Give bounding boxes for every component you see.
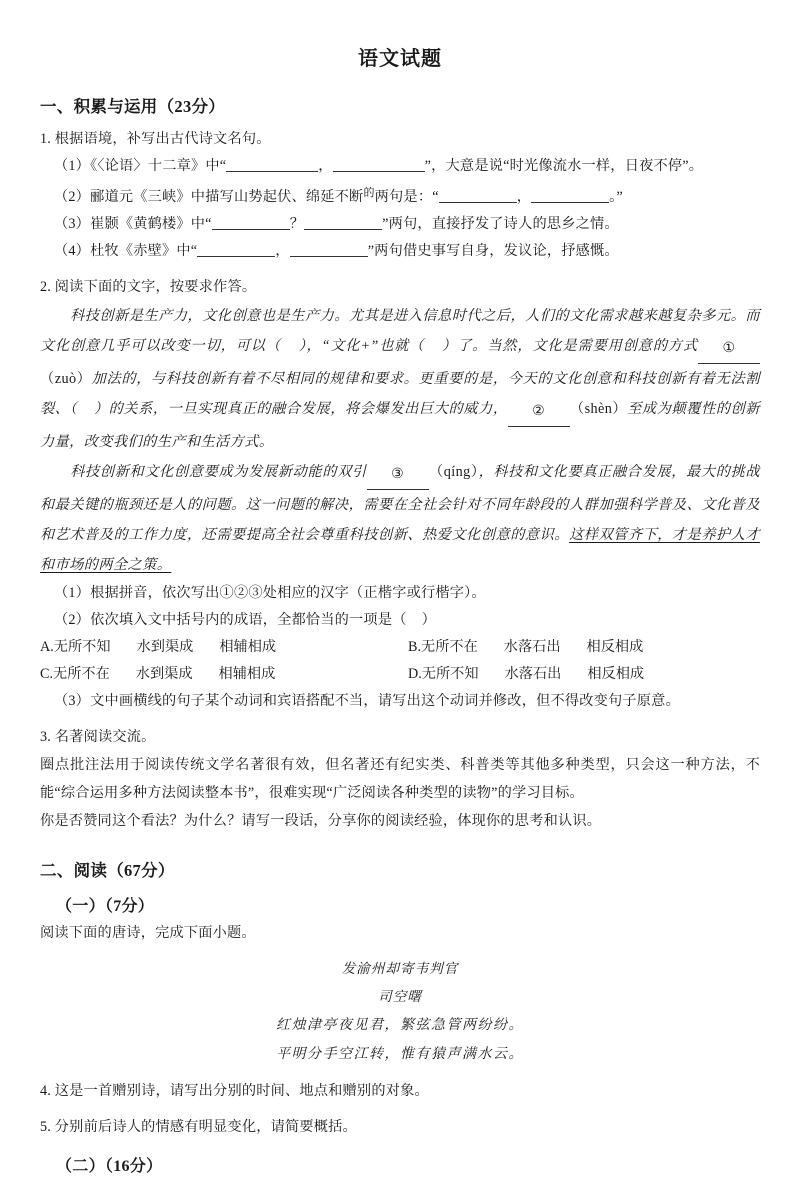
option-label: B. (408, 639, 422, 655)
question-1-item-4 (40, 238, 760, 265)
answer-blank[interactable] (439, 187, 517, 203)
passage-text-a: 科技创新是生产力，文化创意也是生产力。尤其是进入信息时代之后，人们的文化需求越来越复杂多元。而文化创意几乎可以改变一切，可以（ (40, 308, 760, 354)
question-3-paragraph: 圈点批注法用于阅读传统文学名著很有效，但名著还有纪实类、科普类等其他多种类型，只会这一种方法，不能“综合运用多种方法阅读整本书”，很难实现“广泛阅读各种类型的读物”的学习目标。 (40, 757, 760, 801)
question-1-item-2 (40, 180, 760, 211)
question-2-sub-3: （3）文中画横线的句子某个动词和宾语搭配不当，请写出这个动词并修改，但不得改变句子原意。 (54, 693, 680, 709)
question-4-stem: 4. 这是一首赠别诗，请写出分别的时间、地点和赠别的对象。 (40, 1083, 429, 1099)
answer-blank[interactable] (197, 241, 275, 257)
item-text-after: 。” (609, 189, 623, 205)
option-d[interactable] (408, 661, 644, 688)
option-word-2: 水到渠成 (136, 639, 194, 655)
cloze-bracket[interactable] (281, 338, 299, 354)
answer-blank[interactable] (333, 156, 425, 172)
item-label: （4） (54, 243, 91, 259)
option-word-3: 相反相成 (586, 639, 644, 655)
option-b[interactable] (408, 634, 643, 661)
pinyin-hint-2: （shèn） (569, 401, 628, 417)
pinyin-hint-3: （qíng） (428, 464, 479, 480)
item-text-before: 《〈论语〉十二章》中“ (90, 158, 227, 174)
option-c[interactable] (40, 661, 275, 688)
question-1-item-3 (40, 211, 760, 238)
passage-text-e: ）的关系，一旦实现真正的融合发展，将会爆发出巨大的威力， (93, 401, 508, 417)
passage2-text-a: 科技创新和文化创意要成为发展新动能的双引 (70, 464, 367, 480)
item-text-after: ”，大意是说“时光像流水一样，日夜不停”。 (424, 158, 704, 174)
answer-blank[interactable] (531, 187, 609, 203)
answer-blank[interactable] (304, 214, 382, 230)
section-heading-two: 二、阅读（67分） (40, 861, 175, 880)
option-word-1: 无所不在 (53, 666, 110, 682)
question-3-stem: 3. 名著阅读交流。 (40, 729, 156, 745)
question-5-stem: 5. 分别前后诗人的情感有明显变化，请简要概括。 (40, 1119, 357, 1135)
passage-text-d: 加法的，与科技创新有着不尽相同的规律和要求。更重要的是，今天的文化创意和科技创新有着无法割裂、（ (40, 371, 760, 417)
item-text-before: 崔颢《黄鹤楼》中“ (90, 216, 212, 232)
cloze-bracket[interactable] (77, 401, 94, 417)
options-row-ac (40, 634, 760, 661)
item-label: （3） (54, 216, 91, 232)
pinyin-blank-1[interactable]: ① (698, 333, 760, 364)
item-text-after: ”两句借史事写自身，发议论，抒感慨。 (367, 243, 619, 259)
pinyin-blank-3[interactable]: ③ (367, 459, 429, 490)
option-word-3: 相辅相成 (219, 639, 277, 655)
item-text-before2: 两句是：“ (374, 189, 439, 205)
poem-title: 发渝州却寄韦判官 (341, 961, 459, 976)
page-title: 语文试题 (358, 48, 442, 70)
question-2-sub-1: （1）根据拼音，依次写出①②③处相应的汉字（正楷字或行楷字）。 (54, 585, 486, 601)
option-word-3: 相反相成 (587, 666, 645, 682)
answer-blank[interactable] (212, 214, 290, 230)
poem-line: 红烛津亭夜见君，繁弦急管两纷纷。 (276, 1018, 524, 1033)
section-heading-one: 一、积累与运用（23分） (40, 97, 226, 116)
option-word-3: 相辅相成 (218, 666, 276, 682)
option-label: C. (40, 666, 54, 682)
item-text-after: ”两句，直接抒发了诗人的思乡之情。 (382, 216, 619, 232)
sub-2-text: （2）依次填入文中括号内的成语，全都恰当的一项是（ (54, 612, 407, 628)
passage2-text-b: ，科技和文化要真正融合发展，最大的挑战和最关键的瓶颈还是人的问题。这一问题的解决，需要在全社会针对不同年龄段的人群加强科学普及、文化普及和艺术普及的工作力度，还需要提高全社会尊重科技创新、热爱文化创意的意识。 (40, 464, 760, 543)
question-2-stem: 2. 阅读下面的文字，按要求作答。 (40, 279, 257, 295)
item-label: （2） (54, 189, 91, 205)
passage-text-c: ）了。当然，文化是需要用创意的方式 (442, 338, 698, 354)
question-3-prompt: 你是否赞同这个看法？为什么？请写一段话，分享你的阅读经验，体现你的思考和认识。 (40, 813, 602, 829)
sub-2-text-end: ） (421, 612, 436, 628)
poem-line: 平明分手空江转，惟有猿声满水云。 (276, 1047, 524, 1062)
passage-text-f: 至成为颠覆性的创新力量，改变我们的生产和生活方式。 (40, 401, 761, 450)
option-label: D. (408, 666, 422, 682)
item-text-before: 郦道元《三峡》中描写山势起伏、绵延不断 (90, 189, 364, 205)
item-text-before: 杜牧《赤壁》中“ (90, 243, 198, 259)
option-word-1: 无所不在 (421, 639, 478, 655)
option-label: A. (40, 639, 54, 655)
subsection-heading-two: （二）（16分） (56, 1158, 163, 1175)
poem-author: 司空曙 (378, 989, 422, 1004)
item-text-mid: ， (275, 243, 290, 259)
answer-blank[interactable] (226, 156, 318, 172)
reading-instruction: 阅读下面的唐诗，完成下面小题。 (40, 925, 256, 941)
option-word-1: 无所不知 (421, 666, 479, 682)
options-row-bd (40, 661, 760, 688)
item-text-mid: ， (516, 189, 532, 205)
item-text-mid: ？ (289, 216, 305, 232)
pinyin-hint-1: （zuò） (40, 371, 92, 387)
question-1-item-1 (40, 153, 760, 180)
page-body (40, 0, 760, 1180)
option-word-2: 水落石出 (503, 639, 561, 655)
question-1-stem: 1. 根据语境，补写出古代诗文名句。 (40, 131, 271, 147)
item-label: （1） (54, 158, 91, 174)
passage-text-b: ），“文化+”也就（ (298, 338, 425, 354)
answer-slot[interactable] (407, 612, 422, 628)
option-word-2: 水落石出 (504, 666, 562, 682)
cloze-bracket[interactable] (424, 338, 442, 354)
answer-blank[interactable] (290, 241, 368, 257)
underlined-sentence: 这样双管齐下，才是养护人才和市场的两全之策。 (40, 527, 761, 573)
question-2-passage-paragraph-2 (40, 457, 760, 580)
option-word-1: 无所不知 (53, 639, 111, 655)
item-text-raised: 的 (363, 187, 375, 199)
question-2-passage-paragraph-1 (40, 301, 760, 457)
item-text-mid: ， (318, 158, 333, 174)
option-a[interactable] (40, 634, 276, 661)
subsection-heading-one: （一）（7分） (56, 898, 155, 915)
pinyin-blank-2[interactable]: ② (508, 396, 570, 427)
question-2-sub-2 (40, 607, 760, 634)
option-word-2: 水到渠成 (135, 666, 193, 682)
